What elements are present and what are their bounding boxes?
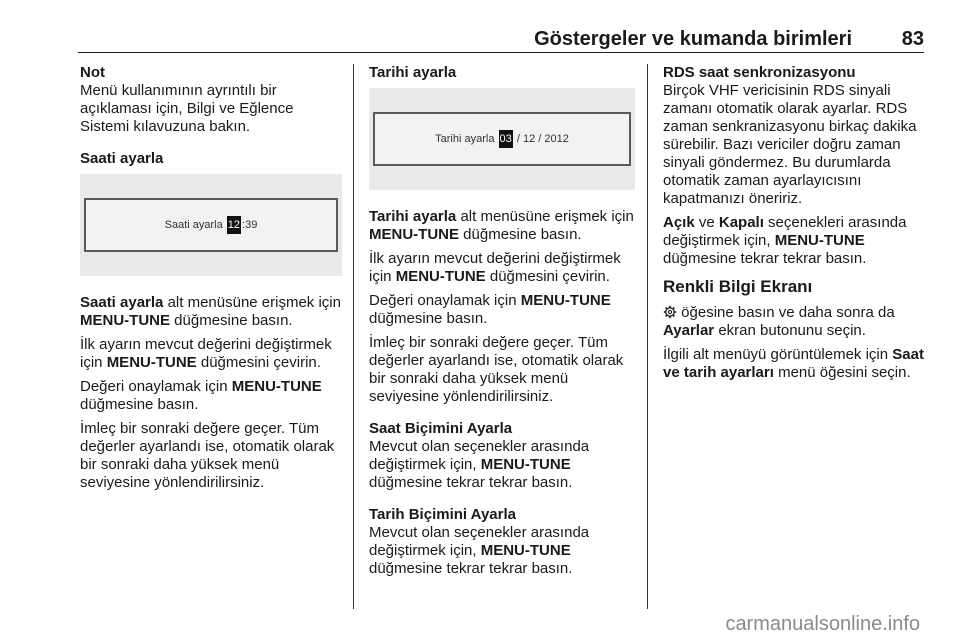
section-heading-renkli-bilgi: Renkli Bilgi Ekranı	[663, 277, 813, 296]
paragraph: İlgili alt menüyü görüntülemek için Saat ve tarih ayarları menü öğesini seçin.	[663, 346, 924, 381]
paragraph: Mevcut olan seçenekler arasında değiştirmek için, MENU-TUNE düğmesine tekrar tekrar basın.	[369, 438, 590, 491]
section-title-tarih-bicimi: Tarih Biçimini Ayarla	[369, 506, 516, 523]
paragraph: Açık ve Kapalı seçenekleri arasında değiştirmek için, MENU-TUNE düğmesine tekrar tekrar basın.	[663, 214, 907, 267]
watermark: carmanualsonline.info	[725, 613, 920, 635]
paragraph: öğesine basın ve daha sonra da Ayarlar ekran butonunu seçin.	[663, 304, 895, 339]
screen-label: Tarihi ayarla	[435, 133, 495, 145]
column-2	[369, 64, 635, 584]
paragraph: İlk ayarın mevcut değerini değiştirmek için MENU-TUNE düğmesini çevirin.	[80, 336, 332, 371]
paragraph: İmleç bir sonraki değere geçer. Tüm değerler ayarlandı ise, otomatik olarak bir sonraki daha yüksek menü seviyesine yönlendirilirsiniz.	[80, 420, 335, 491]
screen-highlight: 12	[227, 216, 241, 234]
page-title: Göstergeler ve kumanda birimleri	[534, 28, 852, 50]
date-setting-screen	[369, 88, 635, 190]
section-title-rds: RDS saat senkronizasyonu	[663, 64, 856, 81]
gear-icon	[663, 305, 677, 319]
note-text: Menü kullanımının ayrıntılı bir açıklaması için, Bilgi ve Eğlence Sistemi kılavuzuna bakın.	[80, 82, 294, 135]
section-title-saati-ayarla: Saati ayarla	[80, 150, 164, 167]
paragraph: İlk ayarın mevcut değerini değiştirmek için MENU-TUNE düğmesini çevirin.	[369, 250, 621, 285]
paragraph: Değeri onaylamak için MENU-TUNE düğmesine basın.	[80, 378, 322, 413]
column-3	[663, 64, 933, 388]
screen-label: Saati ayarla	[164, 219, 223, 231]
screen-display	[373, 112, 631, 166]
screen-value: :39	[242, 219, 258, 231]
section-title-tarihi-ayarla: Tarihi ayarla	[369, 64, 457, 81]
paragraph: Mevcut olan seçenekler arasında değiştirmek için, MENU-TUNE düğmesine tekrar tekrar basın.	[369, 524, 590, 577]
column-divider	[353, 64, 354, 609]
time-setting-screen	[80, 174, 342, 276]
page-number: 83	[901, 28, 924, 50]
paragraph: Saati ayarla alt menüsüne erişmek için MENU-TUNE düğmesine basın.	[80, 294, 341, 329]
column-1	[80, 64, 342, 498]
paragraph: Tarihi ayarla alt menüsüne erişmek için MENU-TUNE düğmesine basın.	[369, 208, 634, 243]
note-title: Not	[80, 64, 105, 81]
section-title-saat-bicimi: Saat Biçimini Ayarla	[369, 420, 513, 437]
column-divider	[647, 64, 648, 609]
paragraph: İmleç bir sonraki değere geçer. Tüm değerler ayarlandı ise, otomatik olarak bir sonraki daha yüksek menü seviyesine yönlendirilirsiniz.	[369, 334, 624, 405]
paragraph: Birçok VHF vericisinin RDS sinyali zamanı otomatik olarak ayarlar. RDS zaman senkranizasyonu birkaç dakika sürebilir. Bazı vericiler doğru zaman sinyali göndermez. Bu durumlarda otomatik zaman ayarlayıcısını kapatmanızı öneririz.	[663, 82, 917, 207]
screen-highlight: 03	[499, 130, 513, 148]
screen-value: / 12 / 2012	[516, 133, 569, 145]
paragraph: Değeri onaylamak için MENU-TUNE düğmesine basın.	[369, 292, 611, 327]
screen-display	[84, 198, 338, 252]
page-header	[78, 28, 924, 53]
